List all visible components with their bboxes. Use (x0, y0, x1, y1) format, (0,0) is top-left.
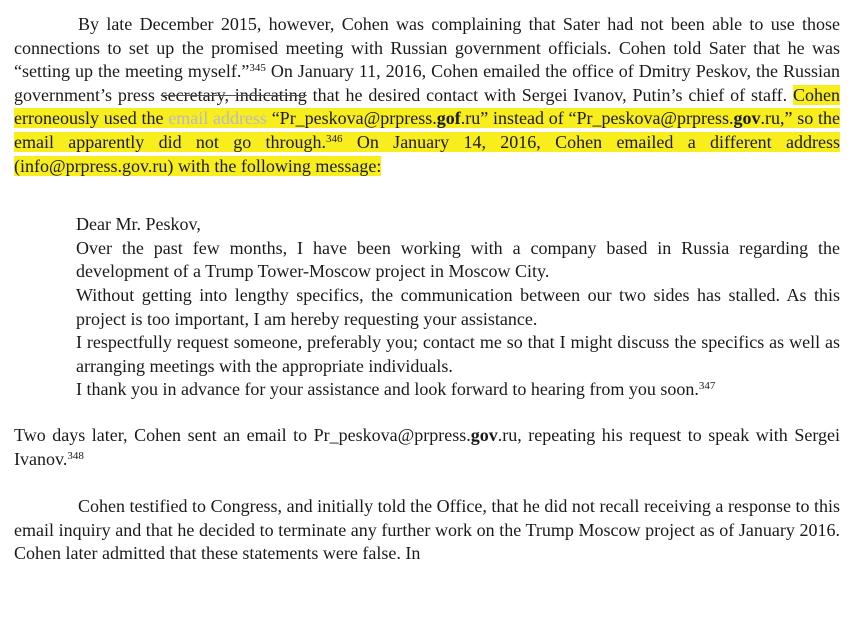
highlight-wrong-address-start: “Pr_peskova@prpress. (266, 108, 437, 129)
paragraph4-text: Cohen testified to Congress, and initially told the Office, that he did not recall receiving a response to this email inquiry and that he decided to terminate any further work on the Trump Moscow project as of January 2016. Cohen later admitted that these statements were false. In (14, 496, 840, 564)
letter-greeting: Dear Mr. Peskov, (76, 214, 201, 235)
letter-line-4 (76, 378, 840, 402)
quoted-email-message (76, 213, 840, 402)
letter-line-3: I respectfully request someone, preferably you; contact me so that I might discuss the specifics as well as arranging meetings with the appropriate individuals. (76, 332, 840, 376)
letter-line-4-text: I thank you in advance for your assistance and look forward to hearing from you soon. (76, 379, 699, 400)
letter-line-2: Without getting into lengthy specifics, the communication between our two sides has stalled. As this project is too important, I am hereby requesting your assistance. (76, 284, 840, 329)
highlight-january-14: On January 14, 2016, Cohen emailed a different address (info@prpress.gov.ru) with the following message: (14, 131, 840, 176)
sentence-sater-meeting: By late December 2015, however, Cohen was complaining that Sater had not been able to use those connections to set up the promised meeting with Russian government officials. Cohen told Sater that he was “setting up the meeting myself.” (14, 14, 840, 82)
paragraph3-text-a: Two days later, Cohen sent an email to Pr_peskova@prpress. (14, 424, 471, 445)
footnote-ref-347: 347 (698, 380, 716, 393)
footnote-ref-348: 348 (67, 449, 84, 462)
bold-gof: gof (436, 108, 461, 129)
footnote-ref-346: 346 (326, 132, 343, 145)
letter-line-1: Over the past few months, I have been working with a company based in Russia regarding the development of a Trump Tower-Moscow project in Moscow City. (76, 237, 840, 282)
sentence-january-11: On January 11, 2016, Cohen emailed the office of Dmitry Peskov, the Russian government’s press (14, 61, 841, 105)
paragraph-two-days-later (14, 424, 840, 471)
document-page (14, 0, 840, 566)
bold-gov-2: gov (470, 424, 498, 445)
paragraph-cohen-testified (14, 495, 840, 566)
footnote-ref-345: 345 (249, 62, 266, 75)
struck-text: secretary, indicating (160, 84, 307, 105)
highlight-instead-of: .ru” instead of “Pr_peskova@prpress. (460, 108, 734, 129)
bold-gov: gov (733, 108, 761, 129)
paragraph3-text-b: .ru, repeating his request to speak with Sergei Ivanov. (14, 424, 840, 469)
sentence-ivanov-contact: that he desired contact with Sergei Ivanov, Putin’s chief of staff. (306, 84, 793, 105)
highlight-erroneous-text: Cohen erroneously used the (14, 84, 840, 129)
highlight-did-not-go-through: .ru,” so the email apparently did not go through. (14, 108, 840, 152)
paragraph-cohen-peskov-email (14, 0, 840, 178)
highlight-faint-text: email address (168, 108, 267, 129)
